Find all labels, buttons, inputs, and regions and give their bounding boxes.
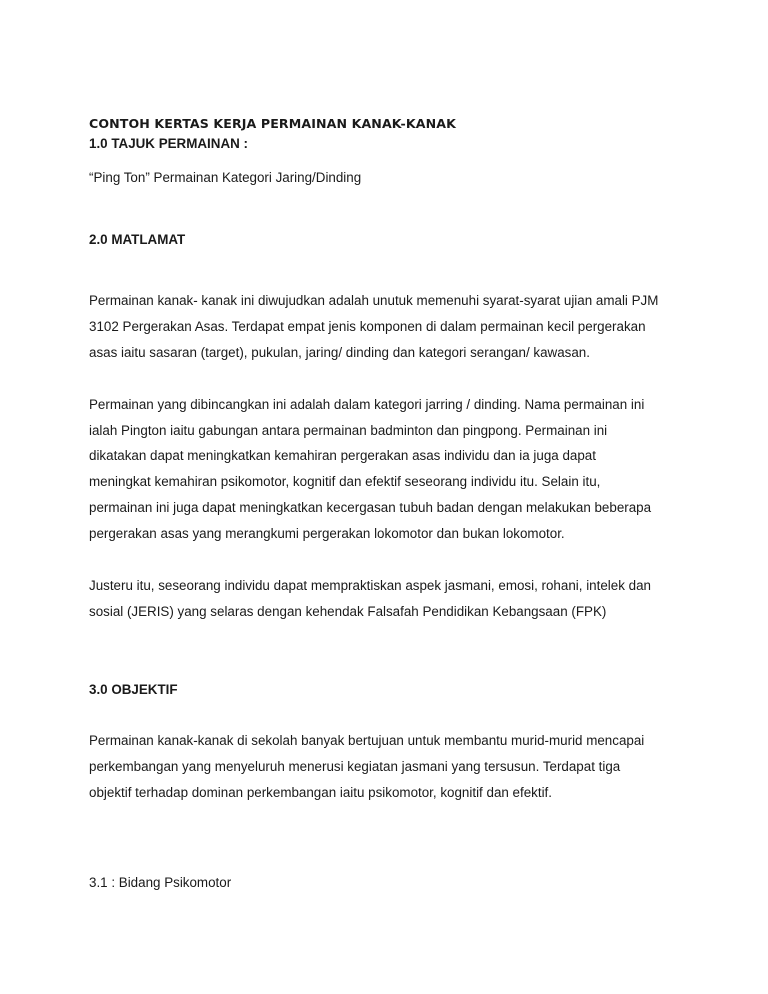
section-2-heading: 2.0 MATLAMAT — [89, 232, 186, 247]
section-3-1-subheading: 3.1 : Bidang Psikomotor — [89, 875, 232, 890]
paragraph-line: Permainan kanak- kanak ini diwujudkan adalah unutuk memenuhi syarat-syarat ujian amali PJM — [89, 293, 659, 308]
section-1-text: “Ping Ton” Permainan Kategori Jaring/Dinding — [89, 170, 362, 185]
paragraph-line: Permainan yang dibincangkan ini adalah dalam kategori jarring / dinding. Nama permainan ini — [89, 397, 645, 412]
paragraph-line: dikatakan dapat meningkatkan kemahiran pergerakan asas individu dan ia juga dapat — [89, 448, 596, 463]
paragraph-line: 3102 Pergerakan Asas. Terdapat empat jenis komponen di dalam permainan kecil pergerakan — [89, 319, 646, 334]
paragraph-line: perkembangan yang menyeluruh menerusi kegiatan jasmani yang tersusun. Terdapat tiga — [89, 759, 621, 774]
paragraph-line: pergerakan asas yang merangkumi pergerakan lokomotor dan bukan lokomotor. — [89, 526, 565, 541]
section-3-heading: 3.0 OBJEKTIF — [89, 682, 178, 697]
paragraph-line: Permainan kanak-kanak di sekolah banyak bertujuan untuk membantu murid-murid mencapai — [89, 733, 645, 748]
paragraph-line: objektif terhadap dominan perkembangan iaitu psikomotor, kognitif dan efektif. — [89, 785, 553, 800]
paragraph-line: sosial (JERIS) yang selaras dengan kehendak Falsafah Pendidikan Kebangsaan (FPK) — [89, 604, 607, 619]
paragraph-line: Justeru itu, seseorang individu dapat mempraktiskan aspek jasmani, emosi, rohani, intelek dan — [89, 578, 651, 593]
paragraph-line: asas iaitu sasaran (target), pukulan, jaring/ dinding dan kategori serangan/ kawasan. — [89, 345, 590, 360]
document-title: CONTOH KERTAS KERJA PERMAINAN KANAK-KANAK — [89, 116, 456, 131]
paragraph-line: ialah Pington iaitu gabungan antara permainan badminton dan pingpong. Permainan ini — [89, 423, 608, 438]
paragraph-line: permainan ini juga dapat meningkatkan kecergasan tubuh badan dengan melakukan beberapa — [89, 500, 652, 515]
section-1-heading: 1.0 TAJUK PERMAINAN : — [89, 136, 248, 151]
paragraph-line: meningkat kemahiran psikomotor, kognitif dan efektif seseorang individu itu. Selain itu, — [89, 474, 601, 489]
